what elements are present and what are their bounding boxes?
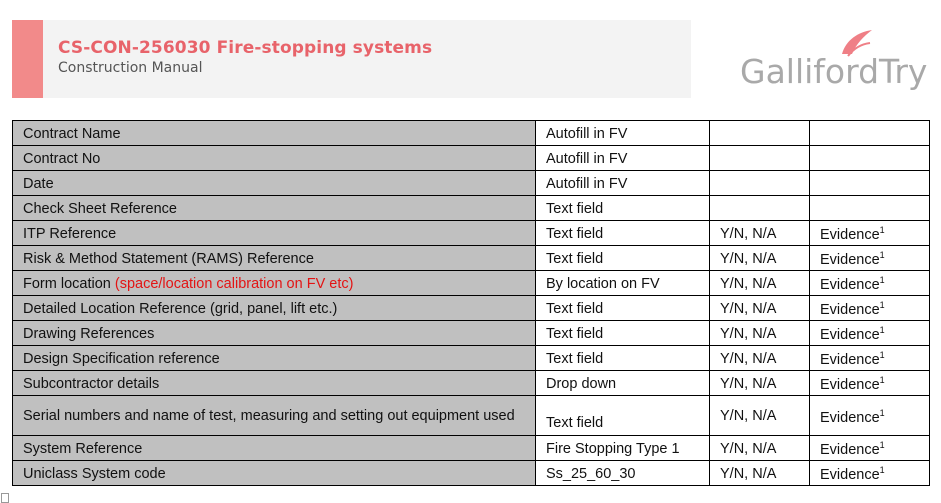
row-value[interactable]: Autofill in FV bbox=[536, 146, 710, 171]
row-yn[interactable]: Y/N, N/A bbox=[710, 296, 810, 321]
row-value[interactable]: Text field bbox=[536, 196, 710, 221]
row-value[interactable]: By location on FV bbox=[536, 271, 710, 296]
row-yn[interactable]: Y/N, N/A bbox=[710, 321, 810, 346]
row-yn bbox=[710, 196, 810, 221]
evidence-label: Evidence bbox=[820, 301, 880, 318]
footnote-mark: 1 bbox=[879, 249, 885, 260]
table-row bbox=[13, 271, 930, 296]
row-value[interactable]: Drop down bbox=[536, 371, 710, 396]
row-evidence[interactable] bbox=[810, 321, 930, 346]
row-evidence bbox=[810, 146, 930, 171]
row-label: Uniclass System code bbox=[13, 461, 536, 486]
row-value[interactable]: Autofill in FV bbox=[536, 171, 710, 196]
row-value[interactable]: Text field bbox=[536, 296, 710, 321]
table-row bbox=[13, 296, 930, 321]
row-yn[interactable]: Y/N, N/A bbox=[710, 221, 810, 246]
row-yn[interactable]: Y/N, N/A bbox=[710, 436, 810, 461]
footnote-mark: 1 bbox=[879, 324, 885, 335]
table-row bbox=[13, 196, 930, 221]
form-location-note: (space/location calibration on FV etc) bbox=[114, 275, 354, 292]
row-value[interactable]: Text field bbox=[536, 321, 710, 346]
row-yn bbox=[710, 171, 810, 196]
row-evidence[interactable] bbox=[810, 296, 930, 321]
document-title: CS-CON-256030 Fire-stopping systems bbox=[58, 38, 433, 58]
header-band bbox=[12, 20, 691, 98]
row-label: Risk & Method Statement (RAMS) Reference bbox=[13, 246, 536, 271]
row-evidence[interactable] bbox=[810, 436, 930, 461]
row-yn bbox=[710, 146, 810, 171]
check-sheet-table bbox=[12, 120, 930, 486]
form-location-label: Form location bbox=[23, 275, 115, 292]
row-evidence[interactable] bbox=[810, 221, 930, 246]
row-yn bbox=[710, 121, 810, 146]
row-value[interactable]: Text field bbox=[536, 396, 710, 436]
row-evidence[interactable] bbox=[810, 371, 930, 396]
table-row bbox=[13, 371, 930, 396]
footnote-mark: 1 bbox=[879, 408, 885, 419]
table-row bbox=[13, 221, 930, 246]
table-row bbox=[13, 321, 930, 346]
evidence-label: Evidence bbox=[820, 441, 880, 458]
table-row bbox=[13, 246, 930, 271]
row-evidence[interactable] bbox=[810, 396, 930, 436]
table-row bbox=[13, 146, 930, 171]
row-label: Contract No bbox=[13, 146, 536, 171]
logo-wordmark: GallifordTry bbox=[740, 52, 928, 91]
row-yn[interactable]: Y/N, N/A bbox=[710, 271, 810, 296]
row-yn[interactable]: Y/N, N/A bbox=[710, 346, 810, 371]
document-subtitle: Construction Manual bbox=[58, 60, 203, 76]
row-value[interactable]: Text field bbox=[536, 221, 710, 246]
evidence-label: Evidence bbox=[820, 376, 880, 393]
row-evidence bbox=[810, 121, 930, 146]
row-label: Detailed Location Reference (grid, panel, lift etc.) bbox=[13, 296, 536, 321]
footnote-mark: 1 bbox=[879, 299, 885, 310]
row-value[interactable]: Ss_25_60_30 bbox=[536, 461, 710, 486]
evidence-label: Evidence bbox=[820, 326, 880, 343]
evidence-label: Evidence bbox=[820, 466, 880, 483]
row-value[interactable]: Text field bbox=[536, 346, 710, 371]
footnote-mark: 1 bbox=[879, 224, 885, 235]
row-value[interactable]: Text field bbox=[536, 246, 710, 271]
row-yn[interactable]: Y/N, N/A bbox=[710, 461, 810, 486]
footnote-mark: 1 bbox=[879, 464, 885, 475]
table-row bbox=[13, 171, 930, 196]
row-label: Contract Name bbox=[13, 121, 536, 146]
row-label: Design Specification reference bbox=[13, 346, 536, 371]
row-evidence[interactable] bbox=[810, 246, 930, 271]
row-label: System Reference bbox=[13, 436, 536, 461]
row-evidence bbox=[810, 171, 930, 196]
footnote-mark: 1 bbox=[879, 374, 885, 385]
row-evidence[interactable] bbox=[810, 461, 930, 486]
row-evidence[interactable] bbox=[810, 346, 930, 371]
row-value[interactable]: Autofill in FV bbox=[536, 121, 710, 146]
evidence-label: Evidence bbox=[820, 226, 880, 243]
header-accent-bar bbox=[12, 20, 43, 98]
evidence-label: Evidence bbox=[820, 276, 880, 293]
row-yn[interactable]: Y/N, N/A bbox=[710, 396, 810, 436]
row-label: Serial numbers and name of test, measuring and setting out equipment used bbox=[13, 396, 536, 436]
table-row bbox=[13, 436, 930, 461]
row-label: Subcontractor details bbox=[13, 371, 536, 396]
row-evidence[interactable] bbox=[810, 271, 930, 296]
evidence-label: Evidence bbox=[820, 251, 880, 268]
row-label: Date bbox=[13, 171, 536, 196]
row-yn[interactable]: Y/N, N/A bbox=[710, 246, 810, 271]
table-row bbox=[13, 121, 930, 146]
row-label: ITP Reference bbox=[13, 221, 536, 246]
row-label: Drawing References bbox=[13, 321, 536, 346]
row-yn[interactable]: Y/N, N/A bbox=[710, 371, 810, 396]
row-value[interactable]: Fire Stopping Type 1 bbox=[536, 436, 710, 461]
footnote-mark: 1 bbox=[879, 349, 885, 360]
table-row bbox=[13, 396, 930, 436]
table-row bbox=[13, 461, 930, 486]
footnote-mark: 1 bbox=[879, 274, 885, 285]
footnote-mark: 1 bbox=[879, 439, 885, 450]
row-evidence bbox=[810, 196, 930, 221]
row-label bbox=[13, 271, 536, 296]
table-row bbox=[13, 346, 930, 371]
evidence-label: Evidence bbox=[820, 351, 880, 368]
row-label: Check Sheet Reference bbox=[13, 196, 536, 221]
company-logo bbox=[740, 28, 930, 98]
evidence-label: Evidence bbox=[820, 409, 880, 426]
